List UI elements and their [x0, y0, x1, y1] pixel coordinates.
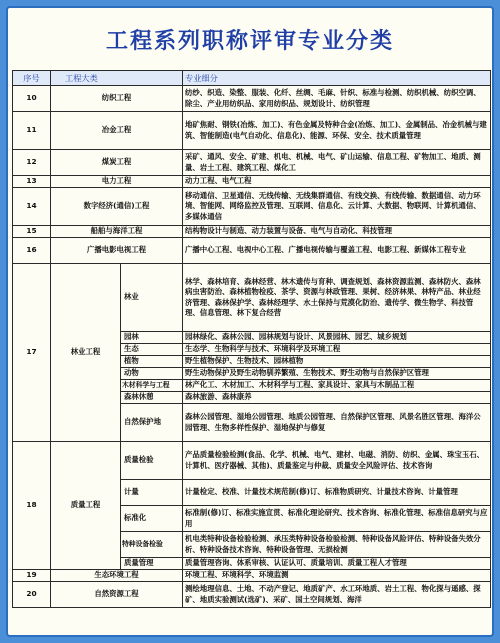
subcategory-cell: 自然保护地: [121, 404, 183, 442]
table-row: [13, 188, 491, 226]
detail-cell: 环境工程、环境科学、环境监测: [183, 570, 491, 582]
category-cell: 冶金工程: [51, 112, 183, 150]
header-detail: 专业细分: [183, 71, 491, 86]
detail-cell: 动力工程、电气工程: [183, 176, 491, 188]
detail-cell: 结构物设计与制造、动力装置与设备、电气与自动化、科技管理: [183, 226, 491, 238]
category-cell: 船舶与海洋工程: [51, 226, 183, 238]
detail-cell: 采矿、通风、安全、矿建、机电、机械、电气、矿山运输、信息工程、矿物加工、地质、测量、岩土工程、建筑工程、煤化工: [183, 150, 491, 176]
row-number: 15: [13, 226, 51, 238]
table-row: [13, 442, 491, 480]
subcategory-cell: 木材科学与工程: [121, 380, 183, 392]
page-title: 工程系列职称评审专业分类: [105, 28, 394, 54]
subcategory-cell: 园林: [121, 332, 183, 344]
row-number: 12: [13, 150, 51, 176]
detail-cell: 林产化工、木材加工、木材科学与工程、家具设计、家具与木制品工程: [183, 380, 491, 392]
detail-cell: 林学、森林培育、森林经营、林木遗传与育种、调查规划、森林资源监测、森林防火、森林病虫害防治、森林植物检疫、茶学、资源与林政管理、果树、经济林果、林特产品、林业经济管理、森林保护学、森林经理学、水土保持与荒漠化防治、遗传学、微生物学、科技管理、信息管理、林下复合经营: [183, 264, 491, 332]
subcategory-cell: 特种设备检验: [121, 532, 183, 558]
category-cell: 质量工程: [51, 442, 121, 570]
row-number: 19: [13, 570, 51, 582]
header-no: 序号: [13, 71, 51, 86]
detail-cell: 广播中心工程、电视中心工程、广播电视传输与覆盖工程、电影工程、新媒体工程专业: [183, 238, 491, 264]
category-cell: 生态环境工程: [51, 570, 183, 582]
table-row: [13, 150, 491, 176]
header-category: 工程大类: [51, 71, 183, 86]
subcategory-cell: 森林休憩: [121, 392, 183, 404]
subcategory-cell: 计量: [121, 480, 183, 506]
table-row: [13, 264, 491, 332]
row-number: 20: [13, 582, 51, 608]
table-row: [13, 86, 491, 112]
category-cell: 纺织工程: [51, 86, 183, 112]
subcategory-cell: 标准化: [121, 506, 183, 532]
row-number: 10: [13, 86, 51, 112]
table-row: [13, 238, 491, 264]
row-number: 11: [13, 112, 51, 150]
detail-cell: 标准制(修)订、标准实施宣贯、标准化理论研究、技术咨询、标准化管理、标准信息研究与应用: [183, 506, 491, 532]
header-row: [13, 71, 491, 86]
classification-table: [12, 70, 491, 608]
category-cell: 煤炭工程: [51, 150, 183, 176]
table-row: [13, 226, 491, 238]
category-cell: 广播电影电视工程: [51, 238, 183, 264]
subcategory-cell: 质量管理: [121, 558, 183, 570]
detail-cell: 机电类特种设备检验检测、承压类特种设备检验检测、特种设备风险评估、特种设备失效分析、特种设备技术咨询、特种设备管理、无损检测: [183, 532, 491, 558]
detail-cell: 森林旅游、森林康养: [183, 392, 491, 404]
subcategory-cell: 质量检验: [121, 442, 183, 480]
row-number: 17: [13, 264, 51, 442]
row-number: 16: [13, 238, 51, 264]
detail-cell: 野生动物保护及野生动物驯养繁殖、生物技术、野生动物与自然保护区管理: [183, 368, 491, 380]
detail-cell: 园林绿化、森林公园、园林规划与设计、风景园林、园艺、城乡规划: [183, 332, 491, 344]
category-cell: 数字经济(通信)工程: [51, 188, 183, 226]
subcategory-cell: 林业: [121, 264, 183, 332]
document-frame: [6, 6, 494, 637]
detail-cell: 质量管理咨询、体系审核、认证认可、质量培训、质量工程人才管理: [183, 558, 491, 570]
table-row: [13, 582, 491, 608]
category-cell: 电力工程: [51, 176, 183, 188]
category-cell: 自然资源工程: [51, 582, 183, 608]
table-row: [13, 112, 491, 150]
detail-cell: 生态学、生物科学与技术、环境科学及环境工程: [183, 344, 491, 356]
category-cell: 林业工程: [51, 264, 121, 442]
table-row: [13, 176, 491, 188]
table-row: [13, 570, 491, 582]
row-number: 18: [13, 442, 51, 570]
detail-cell: 野生植物保护、生物技术、园林植物: [183, 356, 491, 368]
detail-cell: 地矿焦耐、钢铁(冶炼、加工)、有色金属及特种合金(冶炼、加工)、金属制品、冶金机械与建筑、智能制造(电气自动化、信息化)、能源、环保、安全、技术质量管理: [183, 112, 491, 150]
detail-cell: 计量检定、校准、计量技术规范制(修)订、标准物质研究、计量技术咨询、计量管理: [183, 480, 491, 506]
detail-cell: 森林公园管理、湿地公园管理、地质公园管理、自然保护区管理、风景名胜区管理、海洋公园管理、生物多样性保护、湿地保护与修复: [183, 404, 491, 442]
subcategory-cell: 动物: [121, 368, 183, 380]
detail-cell: 移动通信、卫星通信、无线传输、无线集群通信、有线交换、有线传输、数据通信、动力环境、智能网、网络监控及管理、互联网、信息化、云计算、大数据、物联网、计算机通信、多媒体通信: [183, 188, 491, 226]
row-number: 13: [13, 176, 51, 188]
detail-cell: 产品质量检验检测(食品、化学、机械、电气、建材、电磁、消防、纺织、金属、珠宝玉石、计算机、医疗器械、其他)、质量鉴定与仲裁、质量安全风险评估、技术咨询: [183, 442, 491, 480]
subcategory-cell: 植物: [121, 356, 183, 368]
detail-cell: 测绘地理信息、土地、不动产登记、地质矿产、水工环地质、岩土工程、物化探与遥感、探矿、地质实验测试(选矿)、采矿、国土空间规划、海洋: [183, 582, 491, 608]
detail-cell: 纺纱、织造、染整、服装、化纤、丝绸、毛麻、针织、标准与检测、纺织机械、纺织空调、除尘、产业用纺织品、家用纺织品、规划设计、纺织管理: [183, 86, 491, 112]
subcategory-cell: 生态: [121, 344, 183, 356]
row-number: 14: [13, 188, 51, 226]
